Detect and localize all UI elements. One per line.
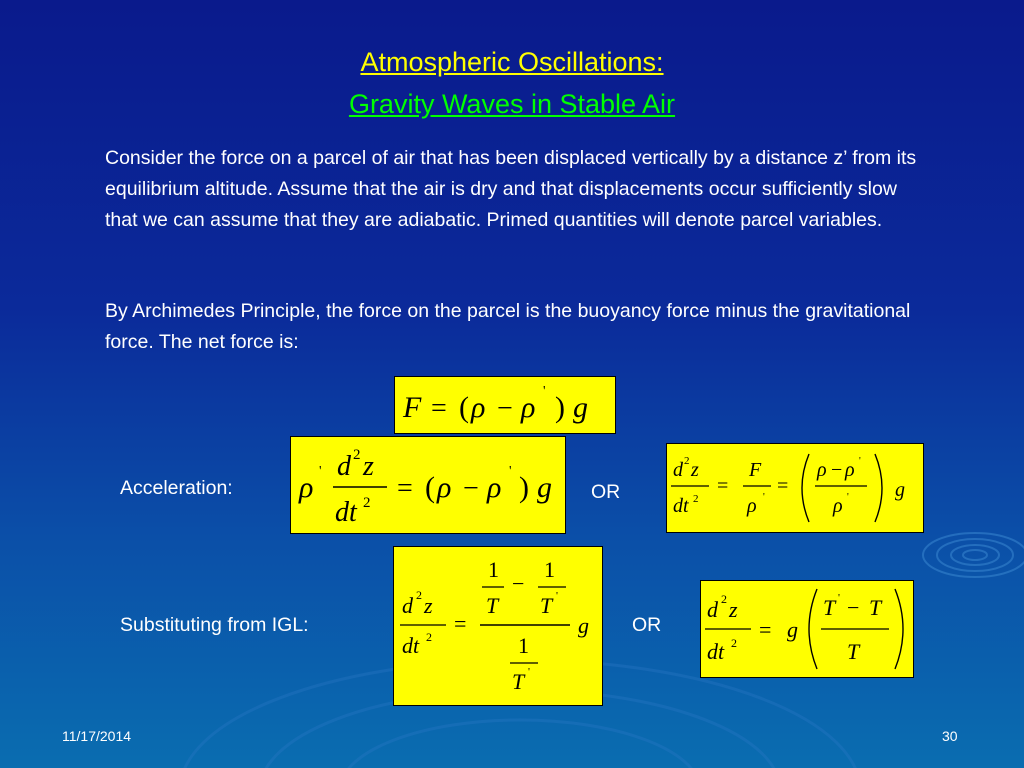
svg-text:−: − bbox=[463, 473, 479, 504]
svg-text:g: g bbox=[895, 479, 905, 501]
intro-paragraph: Consider the force on a parcel of air that has been displaced vertically by a distance z’ from its equilibrium altitude. Assume that the air is dry and that displacements occur sufficiently slow that we can assume that they are adiabatic. Primed quantities will denote parcel variables. bbox=[105, 147, 917, 231]
acceleration-equation bbox=[290, 436, 566, 534]
svg-text:T: T bbox=[823, 595, 836, 620]
svg-text:=: = bbox=[454, 611, 467, 636]
svg-text:−: − bbox=[847, 595, 860, 620]
slide-subtitle: Gravity Waves in Stable Air bbox=[348, 89, 676, 119]
svg-text:2: 2 bbox=[731, 636, 737, 650]
svg-text:d: d bbox=[707, 597, 718, 622]
svg-text:1: 1 bbox=[518, 633, 529, 658]
svg-text:': ' bbox=[543, 384, 546, 399]
svg-text:2: 2 bbox=[693, 493, 699, 505]
svg-text:1: 1 bbox=[544, 557, 555, 582]
svg-text:): ) bbox=[519, 471, 529, 504]
net-force-equation bbox=[394, 376, 616, 434]
svg-text:z: z bbox=[363, 451, 374, 482]
svg-text:': ' bbox=[528, 666, 530, 678]
svg-text:2: 2 bbox=[353, 447, 361, 463]
svg-text:=: = bbox=[397, 473, 413, 504]
svg-text:dt: dt bbox=[673, 495, 689, 517]
svg-text:−: − bbox=[512, 571, 525, 596]
svg-text:ρ: ρ bbox=[817, 459, 827, 481]
svg-text:dt: dt bbox=[707, 639, 725, 664]
svg-text:2: 2 bbox=[684, 455, 690, 467]
svg-text:': ' bbox=[847, 492, 849, 503]
svg-text:(: ( bbox=[425, 471, 435, 504]
svg-text:T: T bbox=[512, 669, 525, 694]
svg-text:ρ: ρ bbox=[471, 391, 486, 424]
svg-text:dt: dt bbox=[335, 497, 357, 528]
or-label-2: OR bbox=[632, 614, 662, 636]
slide-date: 11/17/2014 bbox=[62, 728, 132, 744]
svg-text:ρ: ρ bbox=[833, 495, 843, 517]
svg-text:=: = bbox=[717, 475, 729, 497]
svg-text:z: z bbox=[729, 597, 738, 622]
or-label-1: OR bbox=[591, 481, 621, 503]
svg-text:): ) bbox=[555, 391, 565, 424]
svg-text:ρ: ρ bbox=[437, 471, 452, 504]
svg-text:d: d bbox=[673, 459, 683, 481]
svg-text:d: d bbox=[337, 451, 351, 482]
svg-text:T: T bbox=[486, 593, 499, 618]
svg-text:dt: dt bbox=[402, 633, 420, 658]
svg-text:=: = bbox=[777, 475, 789, 497]
svg-text:F: F bbox=[403, 391, 422, 424]
svg-text:g: g bbox=[573, 391, 588, 424]
svg-text:T: T bbox=[869, 595, 882, 620]
svg-text:ρ: ρ bbox=[299, 471, 314, 504]
svg-text:F: F bbox=[749, 459, 762, 481]
svg-text:(: ( bbox=[459, 391, 469, 424]
svg-text:': ' bbox=[319, 464, 322, 479]
slide-title: Atmospheric Oscillations: bbox=[360, 47, 664, 77]
substituting-label: Substituting from IGL: bbox=[120, 614, 309, 636]
svg-text:g: g bbox=[578, 613, 589, 638]
svg-text:': ' bbox=[838, 592, 840, 604]
svg-text:ρ: ρ bbox=[747, 495, 757, 517]
slide-number: 30 bbox=[942, 728, 958, 744]
svg-text:ρ: ρ bbox=[487, 471, 502, 504]
svg-text:−: − bbox=[831, 459, 843, 481]
acceleration-label: Acceleration: bbox=[120, 477, 233, 499]
archimedes-paragraph: By Archimedes Principle, the force on the parcel is the buoyancy force minus the gravitational force. The net force is: bbox=[105, 300, 911, 353]
svg-text:z: z bbox=[691, 459, 699, 481]
svg-text:T: T bbox=[540, 593, 553, 618]
igl-alternate-equation bbox=[700, 580, 914, 678]
svg-text:−: − bbox=[497, 393, 513, 424]
svg-text:': ' bbox=[509, 464, 512, 479]
svg-text:g: g bbox=[787, 617, 798, 642]
svg-text:2: 2 bbox=[416, 588, 422, 602]
svg-text:ρ: ρ bbox=[845, 459, 855, 481]
svg-text:': ' bbox=[859, 456, 861, 467]
svg-text:': ' bbox=[763, 492, 765, 503]
svg-text:=: = bbox=[759, 617, 772, 642]
acceleration-alternate-equation bbox=[666, 443, 924, 533]
svg-text:z: z bbox=[424, 593, 433, 618]
svg-text:d: d bbox=[402, 593, 413, 618]
svg-text:': ' bbox=[556, 590, 558, 602]
igl-equation bbox=[393, 546, 603, 706]
svg-text:2: 2 bbox=[426, 630, 432, 644]
svg-text:1: 1 bbox=[488, 557, 499, 582]
svg-text:=: = bbox=[431, 393, 447, 424]
svg-text:T: T bbox=[847, 639, 860, 664]
svg-text:2: 2 bbox=[363, 495, 371, 511]
svg-text:ρ: ρ bbox=[521, 391, 536, 424]
svg-text:2: 2 bbox=[721, 592, 727, 606]
svg-text:g: g bbox=[537, 471, 552, 504]
